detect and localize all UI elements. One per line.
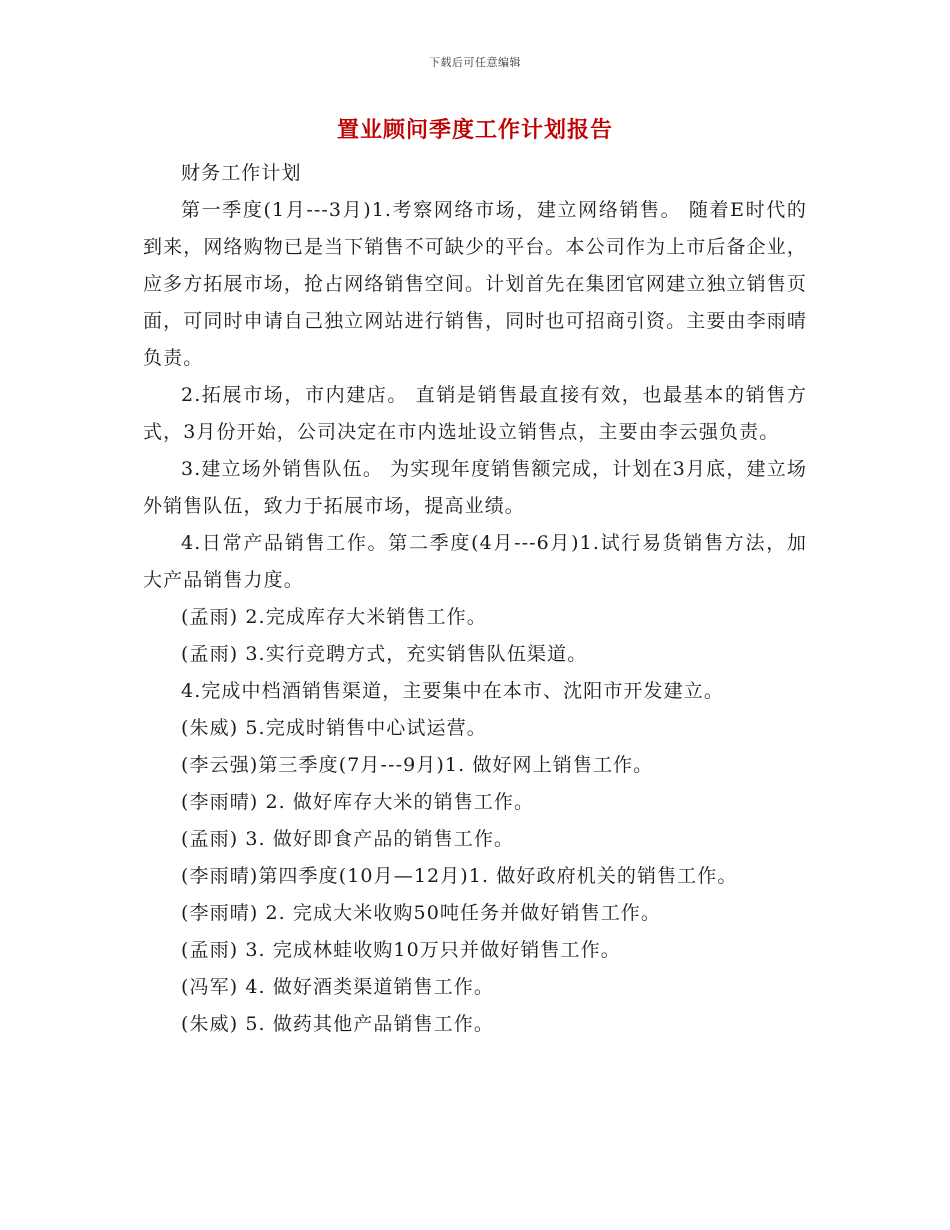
paragraph: 第一季度(1月---3月)1.考察网络市场，建立网络销售。 随着E时代的到来，网络购物已是当下销售不可缺少的平台。本公司作为上市后备企业，应多方拓展市场，抢占网络销售空间。计划首先在集团官网建立独立销售页面，可同时申请自己独立网站进行销售，同时也可招商引资。主要由李雨晴负责。 xyxy=(143,199,807,369)
header-note: 下载后可任意编辑 xyxy=(429,56,521,69)
paragraph: (孟雨) 2.完成库存大米销售工作。 xyxy=(181,606,487,628)
paragraph: (朱威) 5. 做药其他产品销售工作。 xyxy=(181,1013,494,1035)
document-title: 置业顾问季度工作计划报告 xyxy=(336,117,613,143)
paragraph: 2.拓展市场，市内建店。 直销是销售最直接有效，也最基本的销售方式，3月份开始，公司决定在市内选址设立销售点，主要由李云强负责。 xyxy=(143,384,807,443)
paragraph: 3.建立场外销售队伍。 为实现年度销售额完成，计划在3月底，建立场外销售队伍，致力于拓展市场，提高业绩。 xyxy=(143,458,807,517)
paragraph: (李雨晴)第四季度(10月—12月)1. 做好政府机关的销售工作。 xyxy=(181,865,738,887)
paragraph: (冯军) 4. 做好酒类渠道销售工作。 xyxy=(181,976,494,998)
paragraph: (孟雨) 3. 完成林蛙收购10万只并做好销售工作。 xyxy=(181,939,621,961)
paragraph: 4.完成中档酒销售渠道，主要集中在本市、沈阳市开发建立。 xyxy=(181,680,724,702)
paragraph: 财务工作计划 xyxy=(181,162,302,184)
paragraph: (李云强)第三季度(7月---9月)1. 做好网上销售工作。 xyxy=(181,754,654,776)
paragraph: (李雨晴) 2. 完成大米收购50吨任务并做好销售工作。 xyxy=(181,902,662,924)
paragraph: 4.日常产品销售工作。第二季度(4月---6月)1.试行易货销售方法，加大产品销售力度。 xyxy=(143,532,807,591)
paragraph: (孟雨) 3.实行竞聘方式，充实销售队伍渠道。 xyxy=(181,643,588,665)
paragraph: (朱威) 5.完成时销售中心试运营。 xyxy=(181,717,487,739)
document-body xyxy=(143,155,807,1043)
paragraph: (孟雨) 3. 做好即食产品的销售工作。 xyxy=(181,828,515,850)
paragraph: (李雨晴) 2. 做好库存大米的销售工作。 xyxy=(181,791,535,813)
